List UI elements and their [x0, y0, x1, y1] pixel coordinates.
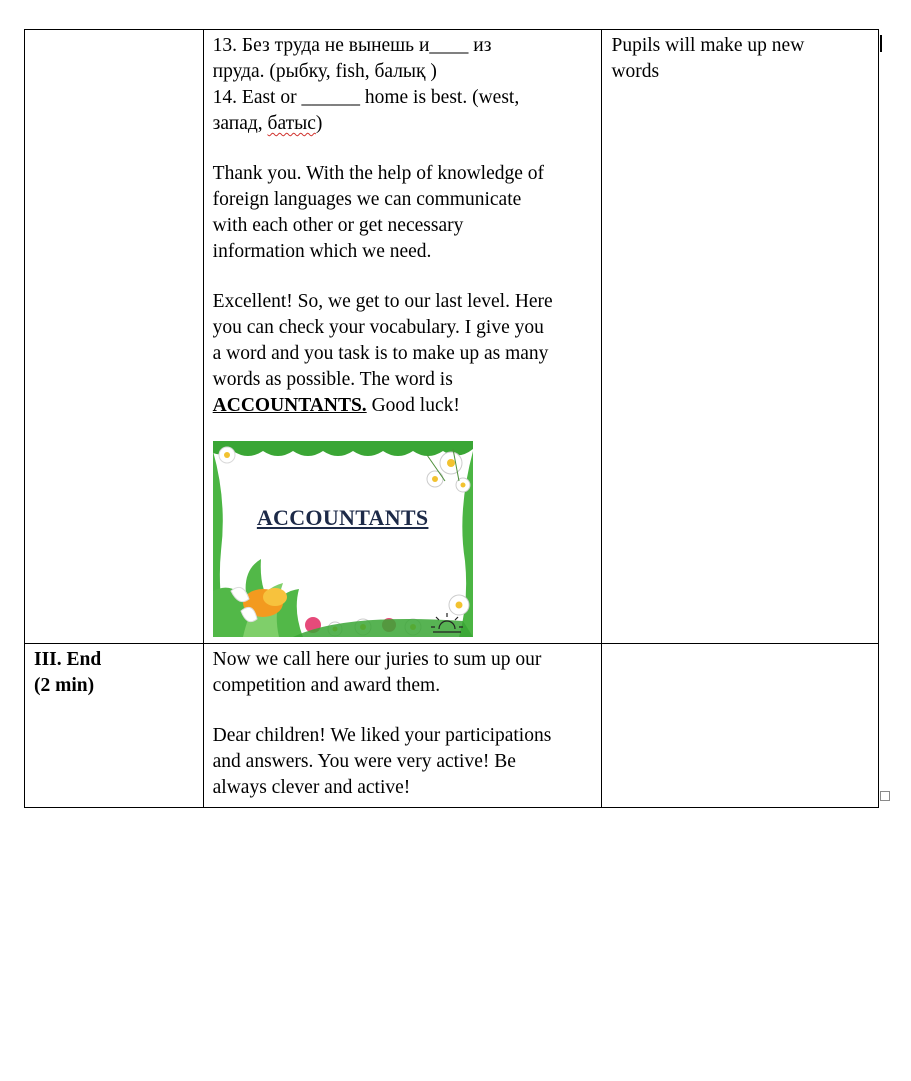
stage-cell-end[interactable]: [25, 644, 204, 808]
item-13-line-2: пруда. (рыбку, fish, балық ): [212, 61, 437, 82]
keyword-line: [213, 393, 594, 419]
spelling-flagged-word[interactable]: батыс: [267, 113, 316, 134]
excellent-line-1: Excellent! So, we get to our last level. Here: [212, 291, 553, 312]
pupil-activity-cell-end[interactable]: [602, 644, 879, 808]
children-line-3: always clever and active!: [212, 777, 411, 798]
card-word: ACCOUNTANTS: [256, 505, 429, 530]
pupil-activity-cell[interactable]: [602, 30, 879, 644]
teacher-activity-cell-end[interactable]: [203, 644, 602, 808]
pupil-note-line-2: words: [611, 61, 660, 82]
accountants-picture[interactable]: [213, 441, 473, 637]
keyword: ACCOUNTANTS.: [212, 395, 367, 416]
table-row: [25, 644, 879, 808]
item-14-suffix: ): [315, 113, 323, 134]
table-row: [25, 30, 879, 644]
pupil-note-line-1: Pupils will make up new: [611, 35, 805, 56]
stage-duration: (2 min): [34, 675, 95, 696]
stage-cell-empty[interactable]: [25, 30, 204, 644]
thanks-line-4: information which we need.: [212, 241, 432, 262]
children-line-2: and answers. You were very active! Be: [212, 751, 516, 772]
table-resize-handle[interactable]: [880, 791, 890, 801]
item-14-line-1: 14. East or ______ home is best. (west,: [212, 87, 520, 108]
excellent-line-4: words as possible. The word is: [212, 369, 453, 390]
stage-title: III. End: [34, 649, 102, 670]
excellent-line-3: a word and you task is to make up as many: [212, 343, 549, 364]
juries-line-1: Now we call here our juries to sum up our: [212, 649, 542, 670]
lesson-plan-table: [24, 29, 879, 808]
good-luck: Good luck!: [366, 395, 460, 416]
thanks-line-1: Thank you. With the help of knowledge of: [212, 163, 545, 184]
item-14-prefix: запад,: [212, 113, 268, 134]
teacher-activity-cell[interactable]: [203, 30, 602, 644]
floral-frame-image: [213, 441, 473, 637]
text-cursor: [880, 35, 882, 52]
item-13-line-1: 13. Без труда не вынешь и____ из: [212, 35, 492, 56]
children-line-1: Dear children! We liked your participations: [212, 725, 552, 746]
thanks-line-3: with each other or get necessary: [212, 215, 464, 236]
juries-line-2: competition and award them.: [212, 675, 441, 696]
thanks-line-2: foreign languages we can communicate: [212, 189, 522, 210]
item-14-line-2: [213, 111, 594, 137]
excellent-line-2: you can check your vocabulary. I give you: [212, 317, 544, 338]
